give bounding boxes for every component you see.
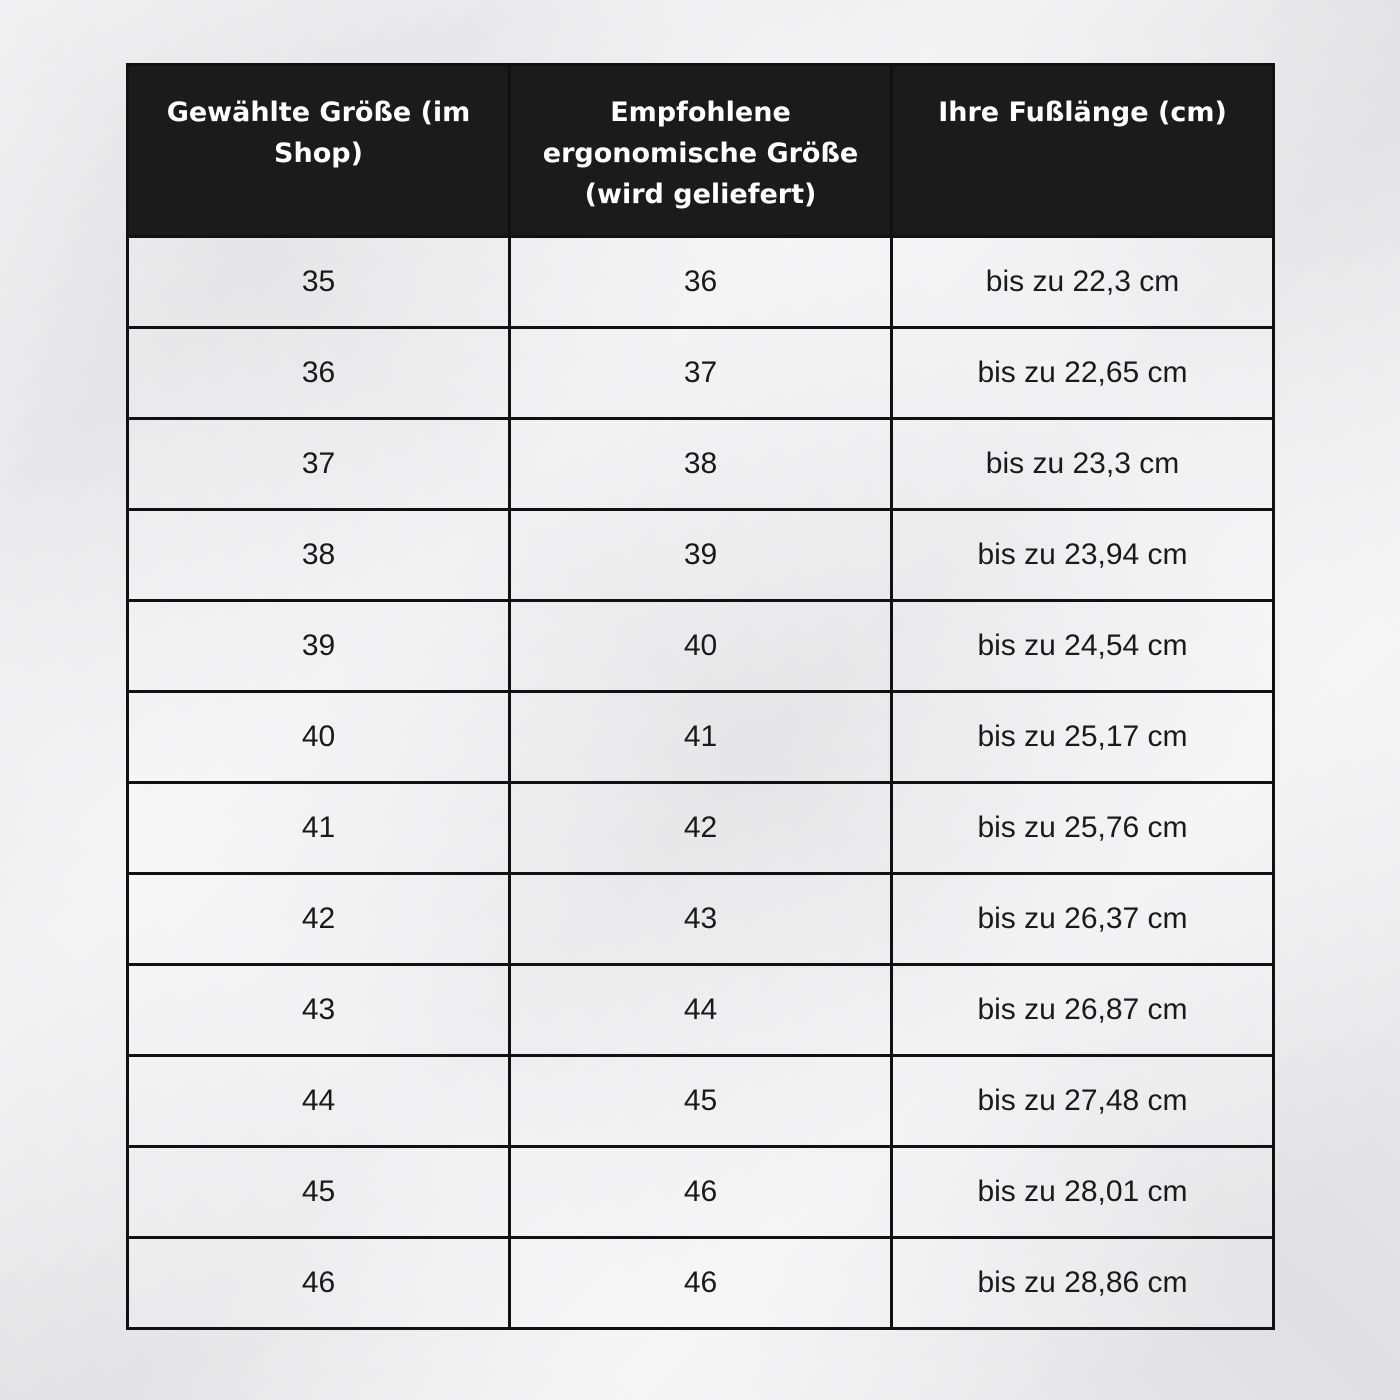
cell-recommended-size: 42 (510, 783, 892, 874)
cell-recommended-size: 39 (510, 510, 892, 601)
cell-selected-size: 41 (128, 783, 510, 874)
cell-recommended-size: 44 (510, 965, 892, 1056)
header-selected-size: Gewählte Größe (im Shop) (128, 65, 510, 237)
size-chart-table (126, 63, 1275, 1330)
table-row (128, 510, 1274, 601)
cell-recommended-size: 43 (510, 874, 892, 965)
cell-foot-length: bis zu 23,94 cm (892, 510, 1274, 601)
table-row (128, 419, 1274, 510)
table-row (128, 1147, 1274, 1238)
cell-selected-size: 36 (128, 328, 510, 419)
cell-foot-length: bis zu 27,48 cm (892, 1056, 1274, 1147)
header-foot-length: Ihre Fußlänge (cm) (892, 65, 1274, 237)
cell-recommended-size: 46 (510, 1238, 892, 1329)
cell-foot-length: bis zu 25,17 cm (892, 692, 1274, 783)
table-row (128, 783, 1274, 874)
cell-recommended-size: 40 (510, 601, 892, 692)
cell-selected-size: 35 (128, 237, 510, 328)
table-row (128, 874, 1274, 965)
cell-foot-length: bis zu 26,87 cm (892, 965, 1274, 1056)
cell-foot-length: bis zu 22,3 cm (892, 237, 1274, 328)
cell-selected-size: 40 (128, 692, 510, 783)
cell-foot-length: bis zu 22,65 cm (892, 328, 1274, 419)
table-row (128, 328, 1274, 419)
cell-recommended-size: 45 (510, 1056, 892, 1147)
cell-foot-length: bis zu 28,86 cm (892, 1238, 1274, 1329)
cell-recommended-size: 41 (510, 692, 892, 783)
table-row (128, 601, 1274, 692)
table-header-row (128, 65, 1274, 237)
cell-selected-size: 42 (128, 874, 510, 965)
cell-selected-size: 46 (128, 1238, 510, 1329)
cell-foot-length: bis zu 23,3 cm (892, 419, 1274, 510)
table-row (128, 237, 1274, 328)
cell-foot-length: bis zu 28,01 cm (892, 1147, 1274, 1238)
cell-recommended-size: 36 (510, 237, 892, 328)
cell-recommended-size: 38 (510, 419, 892, 510)
table-row (128, 965, 1274, 1056)
cell-selected-size: 37 (128, 419, 510, 510)
cell-selected-size: 38 (128, 510, 510, 601)
table-row (128, 692, 1274, 783)
table-row (128, 1238, 1274, 1329)
cell-foot-length: bis zu 24,54 cm (892, 601, 1274, 692)
cell-selected-size: 45 (128, 1147, 510, 1238)
cell-selected-size: 44 (128, 1056, 510, 1147)
header-recommended-size: Empfohlene ergonomische Größe (wird geliefert) (510, 65, 892, 237)
cell-recommended-size: 37 (510, 328, 892, 419)
cell-recommended-size: 46 (510, 1147, 892, 1238)
cell-selected-size: 43 (128, 965, 510, 1056)
table-row (128, 1056, 1274, 1147)
cell-foot-length: bis zu 26,37 cm (892, 874, 1274, 965)
cell-foot-length: bis zu 25,76 cm (892, 783, 1274, 874)
cell-selected-size: 39 (128, 601, 510, 692)
